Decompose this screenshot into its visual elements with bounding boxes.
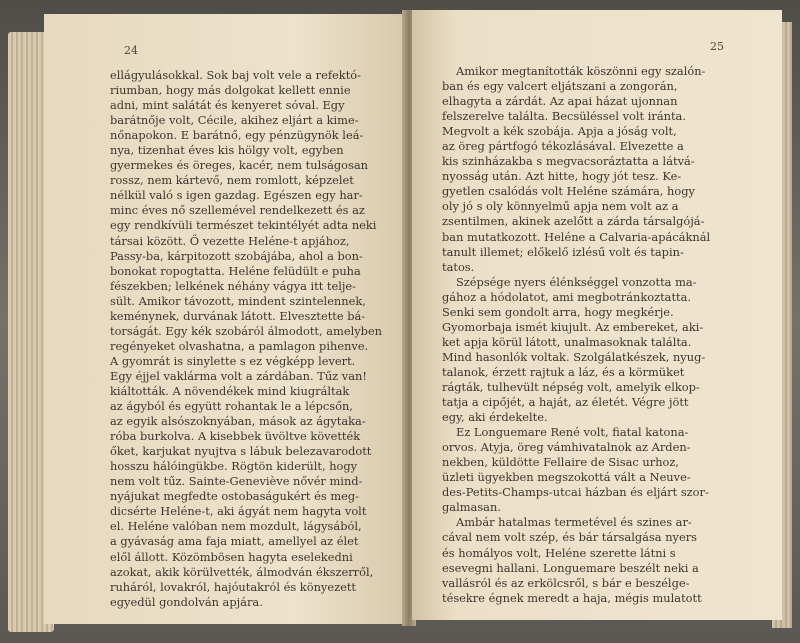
text-line: nem volt tűz. Sainte-Geneviève nővér mind- <box>110 474 363 489</box>
text-line: Gyomorbaja ismét kiujult. Az embereket, aki- <box>442 319 704 334</box>
text-line: regényeket olvashatna, a pamlagon pihenve. <box>110 338 369 353</box>
text-line: ban és egy valcert eljátszani a zongorán, <box>442 79 678 94</box>
text-line: őket, karjukat nyujtva s lábuk belezavarodott <box>110 444 372 459</box>
text-line: egy rendkívüli természet tekintélyét adta neki <box>110 218 377 233</box>
text-line: gyetlen csalódás volt Heléne számára, hogy <box>442 184 695 199</box>
text-line: cával nem volt szép, és bár társalgása nyers <box>442 530 698 545</box>
text-line: minc éves nő szellemével rendelkezett és az <box>110 203 365 218</box>
text-line: talanok, érzett rajtuk a láz, és a körmüket <box>442 364 685 379</box>
text-line: Mind hasonlók voltak. Szolgálatkészek, nyug- <box>442 349 706 364</box>
text-line: ellágyulásokkal. Sok baj volt vele a refektó- <box>110 68 361 82</box>
text-line: adni, mint salátát és kenyeret sóval. Egy <box>110 98 345 113</box>
text-line: kiáltották. A növendékek mind kiugráltak <box>110 383 350 398</box>
text-line: üzleti ügyekben megszokottá vált a Neuve- <box>442 470 691 485</box>
text-line: oly jó s oly könnyelmű apja nem volt az a <box>442 199 679 214</box>
text-line: nya, tizenhat éves kis hölgy volt, egyben <box>110 143 344 158</box>
text-line: tatos. <box>442 259 475 274</box>
text-line: az öreg pártfogó tékozlásával. Elvezette a <box>442 139 684 154</box>
text-line: sült. Amikor távozott, mindent szintelennek, <box>110 293 366 308</box>
text-line: galmasan. <box>442 500 501 515</box>
text-line: Egy éjjel vaklárma volt a zárdában. Tűz van! <box>110 368 367 383</box>
left-page-number: 24 <box>124 44 138 57</box>
text-line: rágták, tulhevült népség volt, amelyik elkop- <box>442 379 700 394</box>
text-line: Ez Longuemare René volt, fiatal katona- <box>456 425 689 440</box>
text-line: hosszu hálóingükbe. Rögtön kiderült, hogy <box>110 459 358 474</box>
text-line: rossz, nem kártevő, nem romlott, képzelet <box>110 173 354 188</box>
text-line: tanult illemet; előkelő izlésű volt és tapin- <box>442 244 684 259</box>
text-line: nőnapokon. E barátnő, egy pénzügynök leá- <box>110 128 364 143</box>
text-line: és homályos volt, Heléne szerette látni s <box>442 545 676 560</box>
left-page <box>44 14 406 624</box>
text-line: nélkül való s igen gazdag. Egészen egy har- <box>110 188 363 203</box>
left-page-text <box>110 68 384 610</box>
text-line: riumban, hogy más dolgokat kellett ennie <box>110 83 351 98</box>
text-line: ban mutatkozott. Heléne a Calvaria-apácáknál <box>442 229 711 244</box>
text-line: a gyávaság ama faja miatt, amellyel az élet <box>110 534 359 549</box>
text-line: kis szinházakba s megvacsoráztatta a látvá- <box>442 154 695 169</box>
text-line: Senki sem gondolt arra, hogy megkérje. <box>442 304 674 319</box>
text-line: tésekre égnek meredt a haja, mégis mulatott <box>442 590 702 605</box>
text-line: gyermekes és öreges, kacér, nem tulságosan <box>110 158 368 173</box>
text-line: nyosság után. Azt hitte, hogy jót tesz. Ke- <box>442 169 682 184</box>
text-line: elől állott. Közömbösen hagyta eselekedni <box>110 549 353 564</box>
text-line: Szépsége nyers élénkséggel vonzotta ma- <box>456 274 697 289</box>
text-line: vallásról és az erkölcsről, s bár e beszélge- <box>442 575 690 590</box>
text-line: orvos. Atyja, öreg vámhivatalnok az Arden- <box>442 440 691 455</box>
text-line: zsentilmen, akinek azelőtt a zárda társalgójá- <box>442 214 705 229</box>
right-page <box>412 10 782 620</box>
text-line: el. Heléne valóban nem mozdult, lágysából, <box>110 519 362 534</box>
text-line: A gyomrát is sinylette s ez végképp levert. <box>110 353 356 368</box>
text-line: bonokat ropogtatta. Heléne felüdült e puha <box>110 263 361 278</box>
text-line: torságát. Egy kék szobáról álmodott, amelyben <box>110 323 383 338</box>
text-line: keménynek, durvának látott. Elvesztette bá- <box>110 308 366 323</box>
text-line: egyedül gondolván apjára. <box>110 594 263 609</box>
text-line: barátnője volt, Cécile, akihez eljárt a kime- <box>110 113 359 128</box>
text-line: nekben, küldötte Fellaire de Sisac urhoz, <box>442 455 680 470</box>
text-line: az egyik alsószoknyában, mások az ágytaka- <box>110 414 366 429</box>
text-line: ket apja körül látott, unalmasoknak találta. <box>442 334 692 349</box>
text-line: egy, aki érdekelte. <box>442 410 548 425</box>
text-line: azokat, akik körülvették, álmodván ékszerről, <box>110 564 374 579</box>
text-line: tatja a cipőjét, a haját, az életét. Végre jött <box>442 395 689 410</box>
text-line: gához a hódolatot, ami megbotránkoztatta. <box>442 289 692 304</box>
text-line: felszerelve találta. Becsüléssel volt iránta. <box>442 109 686 124</box>
text-line: dicsérte Heléne-t, aki ágyát nem hagyta volt <box>110 504 367 519</box>
text-line: Passy-ba, kárpitozott szobájába, ahol a bon- <box>110 248 363 263</box>
text-line: des-Petits-Champs-utcai házban és eljárt szor- <box>442 485 709 500</box>
text-line: társai között. Ő vezette Heléne-t apjához, <box>110 233 350 248</box>
text-line: elhagyta a zárdát. Az apai házat ujonnan <box>442 94 678 109</box>
text-line: esevegni hallani. Longuemare beszélt neki a <box>442 560 699 575</box>
text-line: fészekben; lelkének néhány vágya itt telje- <box>110 278 357 293</box>
text-line: Amikor megtanították köszönni egy szalón- <box>456 64 706 78</box>
text-line: Megvolt a kék szobája. Apja a jóság volt, <box>442 124 677 139</box>
text-line: Ambár hatalmas termetével és szines ar- <box>456 515 692 530</box>
text-line: ruháról, lovakról, hajóutakról és könyezett <box>110 579 356 594</box>
right-page-text <box>442 64 744 606</box>
right-page-number: 25 <box>710 40 724 53</box>
text-line: nyájukat megfedte ostobaságukért és meg- <box>110 489 360 504</box>
text-line: az ágyból és együtt rohantak le a lépcsőn, <box>110 399 353 414</box>
text-line: róba burkolva. A kisebbek üvöltve követték <box>110 429 361 444</box>
